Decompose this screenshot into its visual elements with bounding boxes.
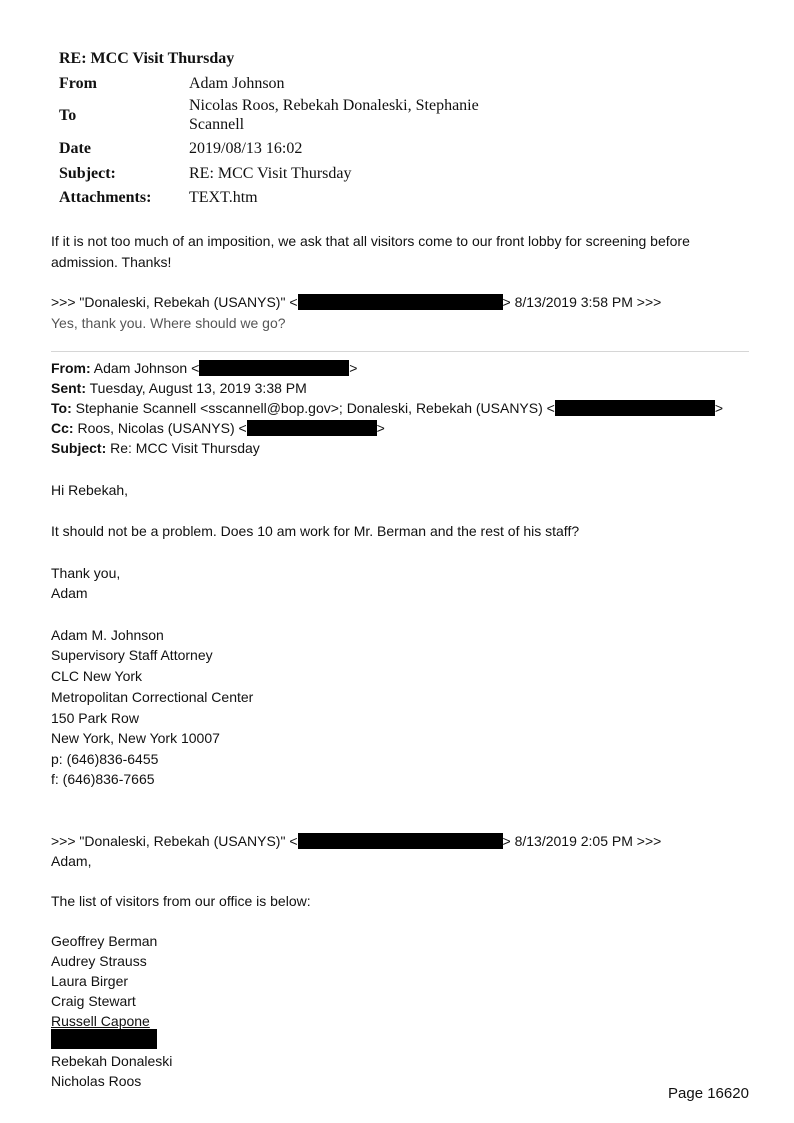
date-label: Date	[59, 140, 91, 157]
forwarded-to-close: >	[714, 400, 724, 416]
subject-value: RE: MCC Visit Thursday	[189, 164, 352, 182]
signature-city: New York, New York 10007	[51, 730, 220, 746]
forwarded-subject-line	[51, 439, 260, 457]
signature-name: Adam M. Johnson	[51, 627, 164, 643]
redaction-block	[199, 360, 349, 376]
quote2-intro: The list of visitors from our office is below:	[51, 893, 311, 909]
forwarded-sent-label: Sent:	[51, 380, 86, 396]
forwarded-sent-line	[51, 379, 307, 397]
to-label: To	[59, 106, 77, 124]
forwarded-from-text: Adam Johnson <	[93, 360, 200, 376]
page-number: Page 16620	[668, 1085, 749, 1102]
date-value: 2019/08/13 16:02	[189, 140, 303, 157]
attachments-value: TEXT.htm	[189, 188, 258, 206]
signature-address: 150 Park Row	[51, 710, 139, 726]
forwarded-cc-close: >	[376, 420, 385, 436]
message-greeting: Hi Rebekah,	[51, 482, 129, 498]
forwarded-cc-text: Roos, Nicolas (USANYS) <	[77, 420, 247, 436]
to-value-line2: Scannell	[189, 116, 245, 133]
email-header-table	[59, 72, 479, 209]
divider-line	[51, 351, 749, 352]
forwarded-from-line	[51, 359, 357, 377]
visitor-item: Geoffrey Berman	[51, 933, 158, 949]
visitor-item: Laura Birger	[51, 973, 129, 989]
quote2-header	[51, 832, 661, 850]
signature-fax: f: (646)836-7665	[51, 771, 155, 787]
message-body: It should not be a problem. Does 10 am work for Mr. Berman and the rest of his staff?	[51, 523, 580, 539]
from-label: From	[59, 74, 97, 92]
redaction-block	[298, 833, 503, 849]
redaction-block	[555, 400, 715, 416]
quote2-prefix: >>> "Donaleski, Rebekah (USANYS)" <	[51, 833, 298, 849]
quote1-suffix: > 8/13/2019 3:58 PM >>>	[502, 294, 662, 310]
reply-body-line1: If it is not too much of an imposition, we ask that all visitors come to our front lobby for screening before	[51, 233, 690, 249]
signature-title: Supervisory Staff Attorney	[51, 647, 213, 663]
attachments-label: Attachments:	[59, 188, 152, 206]
visitor-item: Russell Capone	[51, 1013, 150, 1029]
email-subject-heading: RE: MCC Visit Thursday	[59, 50, 235, 67]
redaction-block	[247, 420, 377, 436]
visitor-item: Rebekah Donaleski	[51, 1053, 173, 1069]
to-value	[189, 94, 479, 136]
quote1-header	[51, 293, 661, 311]
message-name: Adam	[51, 585, 88, 601]
visitor-item: Nicholas Roos	[51, 1073, 142, 1089]
subject-label: Subject:	[59, 164, 116, 182]
message-thanks: Thank you,	[51, 565, 121, 581]
quote2-greeting: Adam,	[51, 853, 92, 869]
forwarded-to-text: Stephanie Scannell <sscannell@bop.gov>; Donaleski, Rebekah (USANYS) <	[75, 400, 555, 416]
to-value-line1: Nicolas Roos, Rebekah Donaleski, Stephanie	[189, 97, 479, 114]
signature-phone: p: (646)836-6455	[51, 751, 159, 767]
forwarded-to-line	[51, 399, 723, 417]
quote1-text: Yes, thank you. Where should we go?	[51, 315, 286, 331]
signature-org1: CLC New York	[51, 668, 143, 684]
forwarded-from-label: From:	[51, 360, 91, 376]
forwarded-subject-label: Subject:	[51, 440, 107, 456]
forwarded-cc-label: Cc:	[51, 420, 74, 436]
signature-org2: Metropolitan Correctional Center	[51, 689, 254, 705]
quote1-prefix: >>> "Donaleski, Rebekah (USANYS)" <	[51, 294, 298, 310]
forwarded-cc-line	[51, 419, 385, 437]
redaction-block	[298, 294, 503, 310]
forwarded-subject-text: Re: MCC Visit Thursday	[110, 440, 260, 456]
visitor-item: Audrey Strauss	[51, 953, 147, 969]
quote2-suffix: > 8/13/2019 2:05 PM >>>	[502, 833, 662, 849]
reply-body-line2: admission. Thanks!	[51, 254, 172, 270]
from-value: Adam Johnson	[189, 74, 285, 92]
forwarded-sent-text: Tuesday, August 13, 2019 3:38 PM	[89, 380, 307, 396]
forwarded-to-label: To:	[51, 400, 72, 416]
forwarded-from-close: >	[349, 360, 358, 376]
redaction-block	[51, 1029, 157, 1049]
visitor-item: Craig Stewart	[51, 993, 136, 1009]
